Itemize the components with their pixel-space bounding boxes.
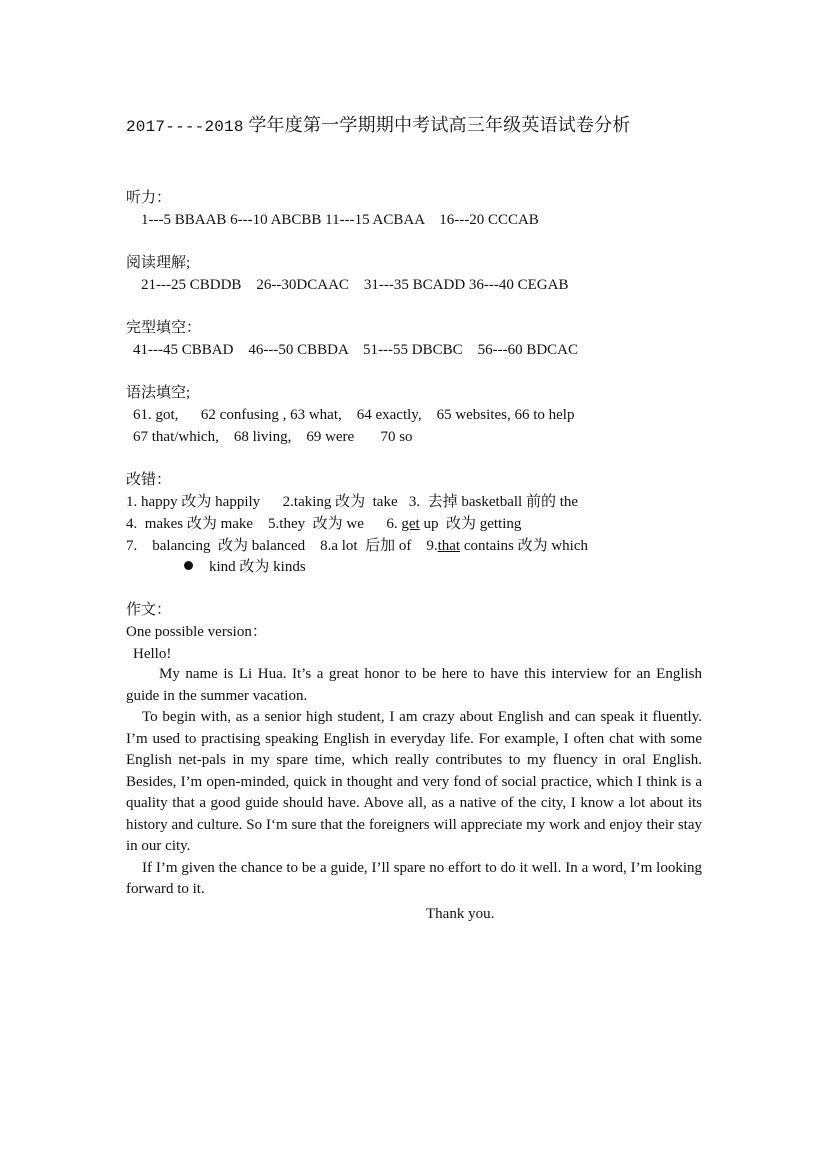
correction-underlined-get: get <box>401 516 420 532</box>
grammar-heading: 语法填空; <box>126 385 191 401</box>
writing-heading: 作文： <box>126 602 172 618</box>
essay-paragraph-3: If I’m given the chance to be a guide, I’ll spare no effort to do it well. In a word, I’m looking forward to it. <box>126 859 702 897</box>
correction-line-3-b: contains 改为 which <box>460 538 589 554</box>
correction-line-2-a: 4. makes 改为 make 5.they 改为 we 6. <box>126 516 402 532</box>
grammar-line-2: 67 that/which, 68 living, 69 were 70 so <box>133 429 413 445</box>
reading-heading: 阅读理解; <box>126 255 191 271</box>
correction-line-2-b: up 改为 getting <box>419 516 522 532</box>
correction-line-4 <box>184 557 306 577</box>
essay-paragraph-2: To begin with, as a senior high student, I am crazy about English and can speak it fluently. I’m used to practising speaking English in everyday life. For example, I often chat with some English net-pals in my spare time, which really contributes to my fluency in oral English. Besides, I’m open-minded, quick in thought and very fond of social practice, which I think is a quality that a good guide should have. Above all, as a native of the city, I know a lot about its history and culture. So I‘m sure that the foreigners will appreciate my work and enjoy their stay in our city. <box>126 709 702 854</box>
correction-heading: 改错： <box>126 472 172 488</box>
grammar-line-1: 61. got, 62 confusing , 63 what, 64 exactly, 65 websites, 66 to help <box>133 407 575 423</box>
listening-heading: 听力： <box>126 190 172 206</box>
cloze-answers: 41---45 CBBAD 46---50 CBBDA 51---55 DBCBC 56---60 BDCAC <box>133 342 579 358</box>
correction-line-1: 1. happy 改为 happily 2.taking 改为 take 3. 去掉 basketball 前的 the <box>126 494 579 510</box>
title-year-b: 2018 <box>204 118 244 136</box>
title-dashes: ---- <box>165 118 205 136</box>
essay-paragraph-1: My name is Li Hua. It’s a great honor to be here to have this interview for an English guide in the summer vacation. <box>126 666 702 704</box>
correction-underlined-that: that <box>437 538 461 554</box>
bullet-icon <box>184 561 193 570</box>
page-title <box>126 111 631 137</box>
title-year-a: 2017 <box>126 118 166 136</box>
essay-closing: Thank you. <box>426 906 495 922</box>
cloze-heading: 完型填空： <box>126 320 202 336</box>
correction-line-3 <box>126 536 588 556</box>
reading-answers: 21---25 CBDDB 26--30DCAAC 31---35 BCADD 36---40 CEGAB <box>141 277 569 293</box>
correction-line-4-text: kind 改为 kinds <box>209 559 306 575</box>
writing-intro: One possible version： <box>126 624 267 640</box>
correction-line-3-a: 7. balancing 改为 balanced 8.a lot 后加 of 9. <box>126 538 438 554</box>
correction-line-2 <box>126 514 521 534</box>
title-text: 学年度第一学期期中考试高三年级英语试卷分析 <box>243 115 631 135</box>
writing-greeting: Hello! <box>133 646 172 662</box>
listening-answers: 1---5 BBAAB 6---10 ABCBB 11---15 ACBAA 16---20 CCCAB <box>141 212 539 228</box>
essay-body <box>126 664 702 901</box>
